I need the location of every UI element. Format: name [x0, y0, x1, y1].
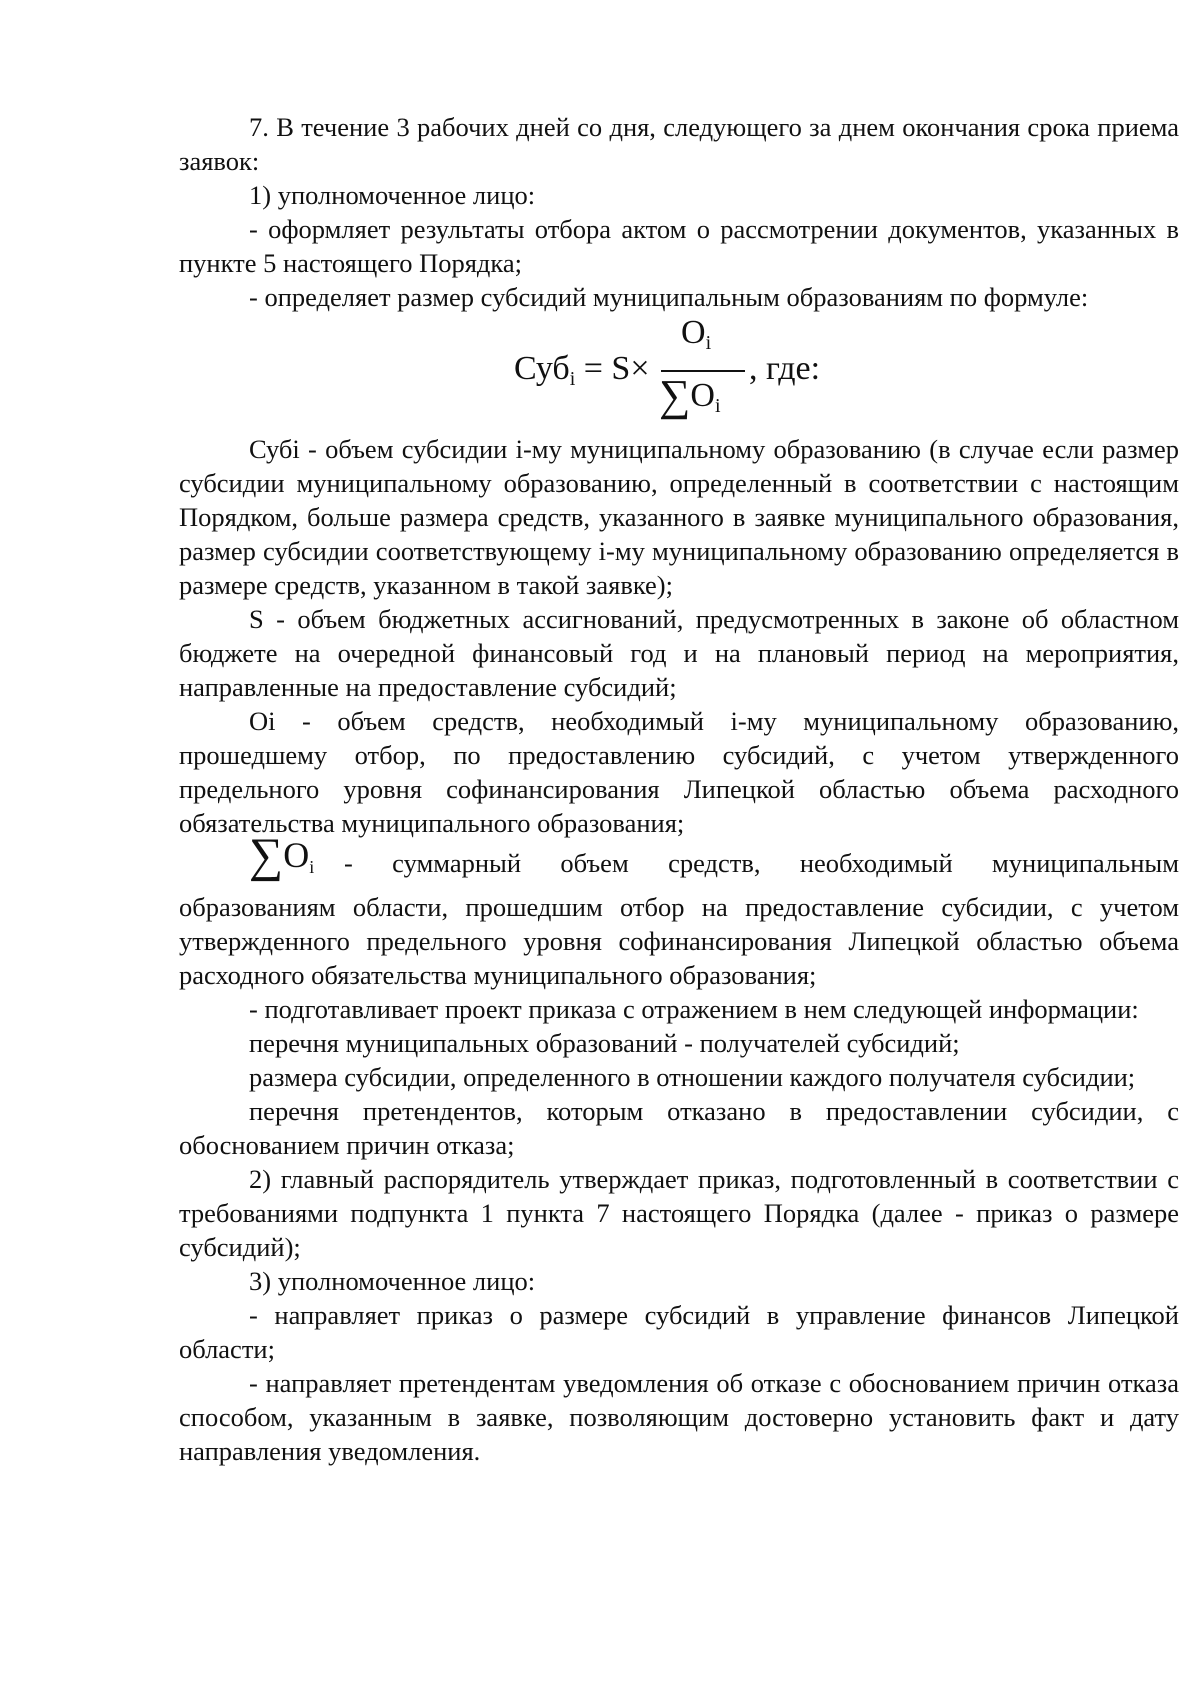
sum-sigma: ∑ — [249, 829, 284, 882]
formula-lhs — [514, 352, 650, 396]
denominator-base: O — [690, 377, 715, 414]
paragraph-subitem-2: 2) главный распорядитель утверждает приказ, подготовленный в соответствии с требованиями подпункта 1 пункта 7 настоящего Порядка (далее - приказ о размере субсидий); — [179, 1164, 1179, 1262]
numerator-base: O — [681, 314, 706, 351]
sum-sub: i — [309, 857, 315, 877]
formula-equals-s: = S× — [575, 350, 650, 387]
paragraph-subsidy-size: размера субсидии, определенного в отношении каждого получателя субсидии; — [249, 1062, 1136, 1092]
paragraph-sub-i-definition: Субi - объем субсидии i-му муниципальному образованию (в случае если размер субсидии муниципальному образованию, определенный в соответствии с настоящим Порядком, больше размера средств, указанного в заявке муниципального образования, размер субсидии соответствующему i-му муниципальному образованию определяется в размере средств, указанном в такой заявке); — [179, 434, 1179, 600]
document-body — [179, 110, 1179, 1468]
paragraph-oi-definition: Oi - объем средств, необходимый i-му муниципальному образованию, прошедшему отбор, по предоставлению субсидий, с учетом утвержденного предельного уровня софинансирования Липецкой областью объема расходного обязательства муниципального образования; — [179, 706, 1179, 838]
denominator-sub: i — [714, 395, 721, 417]
subsidy-formula — [179, 314, 1179, 432]
paragraph-7-intro: 7. В течение 3 рабочих дней со дня, следующего за днем окончания срока приема заявок: — [179, 112, 1179, 176]
formula-tail: , где: — [749, 350, 821, 387]
formula-fraction — [659, 314, 749, 432]
sum-definition-first-line: - суммарный объем средств, необходимый муниципальным — [344, 848, 1179, 878]
formula-lhs-base: Суб — [514, 350, 570, 387]
formula-denominator — [659, 371, 721, 423]
sum-base: O — [283, 835, 310, 875]
paragraph-subitem-1: 1) уполномоченное лицо: — [249, 180, 536, 210]
paragraph-subitem-3: 3) уполномоченное лицо: — [249, 1266, 536, 1296]
paragraph-send-order: - направляет приказ о размере субсидий в управление финансов Липецкой области; — [179, 1300, 1179, 1364]
sum-definition — [179, 829, 1179, 992]
formula-numerator — [681, 316, 711, 360]
paragraph-prepare-order: - подготавливает проект приказа с отражением в нем следующей информации: — [249, 994, 1139, 1024]
paragraph-formula-intro: - определяет размер субсидий муниципальным образованиям по формуле: — [249, 282, 1089, 312]
paragraph-act-of-review: - оформляет результаты отбора актом о рассмотрении документов, указанных в пункте 5 настоящего Порядка; — [179, 214, 1179, 278]
sigma-symbol: ∑ — [659, 371, 691, 420]
sum-definition-rest: образованиям области, прошедшим отбор на предоставление субсидии, с учетом утвержденного предельного уровня софинансирования Липецкой областью объема расходного обязательства муниципального образования; — [179, 892, 1179, 990]
paragraph-refused-list: перечня претендентов, которым отказано в предоставлении субсидии, с обоснованием причин отказа; — [179, 1096, 1179, 1160]
paragraph-s-definition: S - объем бюджетных ассигнований, предусмотренных в законе об областном бюджете на очередной финансовый год и на плановый период на мероприятия, направленные на предоставление субсидий; — [179, 604, 1179, 702]
sum-symbol — [249, 829, 315, 884]
formula-lhs-sub: i — [569, 368, 576, 390]
numerator-sub: i — [705, 332, 712, 354]
paragraph-list-recipients: перечня муниципальных образований - получателей субсидий; — [249, 1028, 960, 1058]
paragraph-send-refusals: - направляет претендентам уведомления об отказе с обоснованием причин отказа способом, указанным в заявке, позволяющим достоверно установить факт и дату направления уведомления. — [179, 1368, 1179, 1466]
